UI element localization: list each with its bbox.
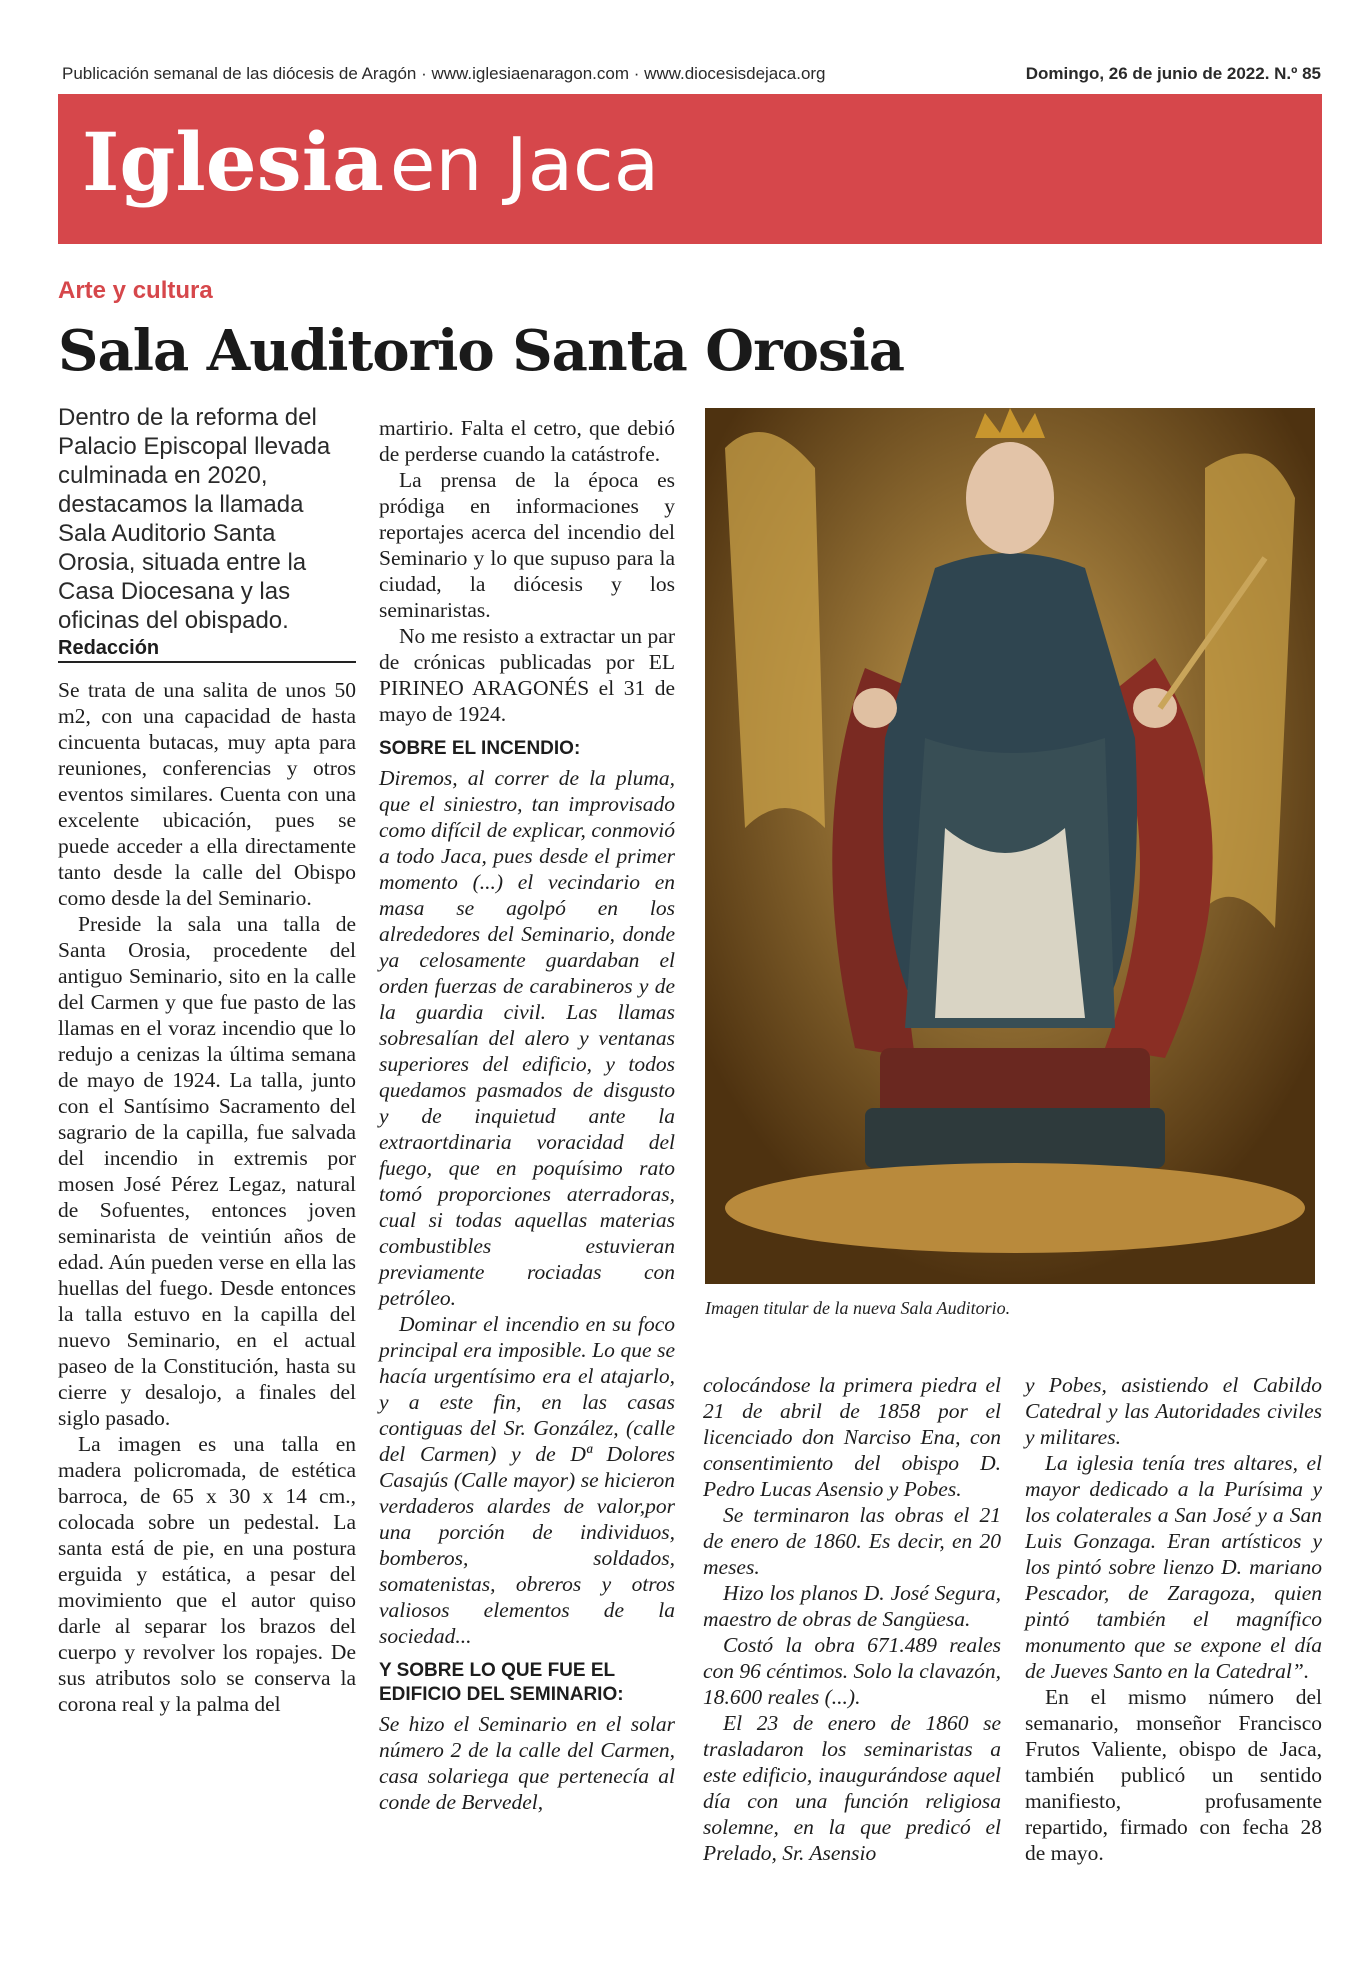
column-2 — [379, 415, 675, 1815]
subheading: Y SOBRE LO QUE FUE EL EDIFICIO DEL SEMINARIO: — [379, 1660, 624, 1705]
statue-illustration — [705, 408, 1315, 1284]
paragraph: En el mismo número del semanario, monseñor Francisco Frutos Valiente, obispo de Jaca, también publicó un sentido manifiesto, profusamente repartido, firmado con fecha 28 de mayo. — [1025, 1685, 1322, 1865]
article-lead: Dentro de la reforma del Palacio Episcopal llevada culminada en 2020, destacamos la llamada Sala Auditorio Santa Orosia, situada entre la Casa Diocesana y las oficinas del obispado. — [58, 404, 331, 634]
column-3 — [703, 1372, 1001, 1866]
paragraph: Preside la sala una talla de Santa Orosia, procedente del antiguo Seminario, sito en la calle del Carmen y que fue pasto de las llamas en el voraz incendio que lo redujo a cenizas la última semana de mayo de 1924. La talla, junto con el Santísimo Sacramento del sagrario de la capilla, fue salvada del incendio in extremis por mosen José Pérez Legaz, natural de Sofuentes, entonces joven seminarista de veintiún años de edad. Aún pueden verse en ella las huellas del fuego. Desde entonces la talla estuvo en la capilla del nuevo Seminario, en el actual paseo de la Constitución, hasta su cierre y desalojo, a finales del siglo pasado. — [58, 912, 356, 1430]
column-4 — [1025, 1372, 1322, 1866]
column-1 — [58, 403, 356, 1717]
quote-paragraph: Hizo los planos D. José Segura, maestro de obras de Sangüesa. — [703, 1581, 1001, 1631]
subheading: SOBRE EL INCENDIO: — [379, 738, 581, 759]
section-label: Arte y cultura — [58, 277, 213, 304]
quote-paragraph: Dominar el incendio en su foco principal era imposible. Lo que se hacía urgentísimo era el atajarlo, y a este fin, en las casas contiguas del Sr. González, (calle del Carmen) y de Dª Dolores Casajús (Calle mayor) se hicieron verdaderos alardes de valor,por una porción de individuos, bomberos, soldados, somatenistas, obreros y otros valiosos elementos de la sociedad... — [379, 1312, 675, 1648]
quote-paragraph: y Pobes, asistiendo el Cabildo Catedral y las Autoridades civiles y militares. — [1025, 1373, 1322, 1449]
paragraph: La prensa de la época es pródiga en informaciones y reportajes acerca del incendio del Seminario y lo que supuso para la ciudad, la diócesis y los seminaristas. — [379, 468, 675, 622]
quote-paragraph: Diremos, al correr de la pluma, que el siniestro, tan improvisado como difícil de explicar, conmovió a todo Jaca, pues desde el primer momento (...) el vecindario en masa se agolpó en los alrededores del Seminario, donde ya celosamente guardaban el orden fuerzas de carabineros y de la guardia civil. Las llamas sobresalían del alero y ventanas superiores del edificio, y todos quedamos pasmados de disgusto y de inquietud ante la extraortdinaria voracidad del fuego, que en poquísimo rato tomó proporciones aterradoras, cual si todas aquellas materias combustibles estuvieran previamente rociadas con petróleo. — [379, 766, 675, 1310]
quote-paragraph: El 23 de enero de 1860 se trasladaron los seminaristas a este edificio, inaugurándose aquel día con una función religiosa solemne, en la que predicó el Prelado, Sr. Asensio — [703, 1711, 1001, 1865]
photo-caption: Imagen titular de la nueva Sala Auditorio. — [705, 1298, 1011, 1318]
santa-orosia-statue-photo — [705, 408, 1315, 1284]
quote-paragraph: Se terminaron las obras el 21 de enero de 1860. Es decir, en 20 meses. — [703, 1503, 1001, 1579]
masthead-banner — [58, 94, 1322, 244]
paragraph: Se trata de una salita de unos 50 m2, con una capacidad de hasta cincuenta butacas, muy apta para reuniones, conferencias y otros eventos similares. Cuenta con una excelente ubicación, pues se puede acceder a ella directamente tanto desde la calle del Obispo como desde la del Seminario. — [58, 678, 356, 910]
quote-paragraph: La iglesia tenía tres altares, el mayor dedicado a la Purísima y los colaterales a San José y a San Luis Gonzaga. Eran artísticos y los pintó sobre lienzo D. mariano Pescador, de Zaragoza, quien pintó también el magnífico monumento que se expone el día de Jueves Santo en la Catedral”. — [1025, 1451, 1322, 1683]
paragraph: No me resisto a extractar un par de crónicas publicadas por EL PIRINEO ARAGONÉS el 31 de mayo de 1924. — [379, 624, 675, 726]
byline-rule — [58, 661, 356, 663]
paragraph: martirio. Falta el cetro, que debió de perderse cuando la catástrofe. — [379, 416, 675, 466]
publication-line: Publicación semanal de las diócesis de Aragón · www.iglesiaenaragon.com · www.diocesisdejaca.org — [62, 64, 826, 83]
quote-paragraph: Se hizo el Seminario en el solar número 2 de la calle del Carmen, casa solariega que pertenecía al conde de Bervedel, — [379, 1712, 675, 1814]
quote-paragraph: Costó la obra 671.489 reales con 96 céntimos. Solo la clavazón, 18.600 reales (...). — [703, 1633, 1001, 1709]
masthead-light: en Jaca — [389, 122, 660, 208]
masthead-title — [82, 112, 659, 215]
publication-header-line — [62, 64, 1321, 88]
paragraph: La imagen es una talla en madera policromada, de estética barroca, de 65 x 30 x 14 cm., colocada sobre un pedestal. La santa está de pie, en una postura erguida y estática, a pesar del movimiento que el autor quiso darle al separar los brazos del cuerpo y revolver los ropajes. De sus atributos solo se conserva la corona real y la palma del — [58, 1432, 356, 1716]
quote-paragraph: colocándose la primera piedra el 21 de abril de 1858 por el licenciado don Narciso Ena, con consentimiento del obispo D. Pedro Lucas Asensio y Pobes. — [703, 1373, 1001, 1501]
issue-date: Domingo, 26 de junio de 2022. N.º 85 — [1025, 64, 1321, 83]
byline: Redacción — [58, 637, 160, 659]
masthead-bold: Iglesia — [82, 115, 384, 209]
article-title: Sala Auditorio Santa Orosia — [58, 318, 905, 384]
